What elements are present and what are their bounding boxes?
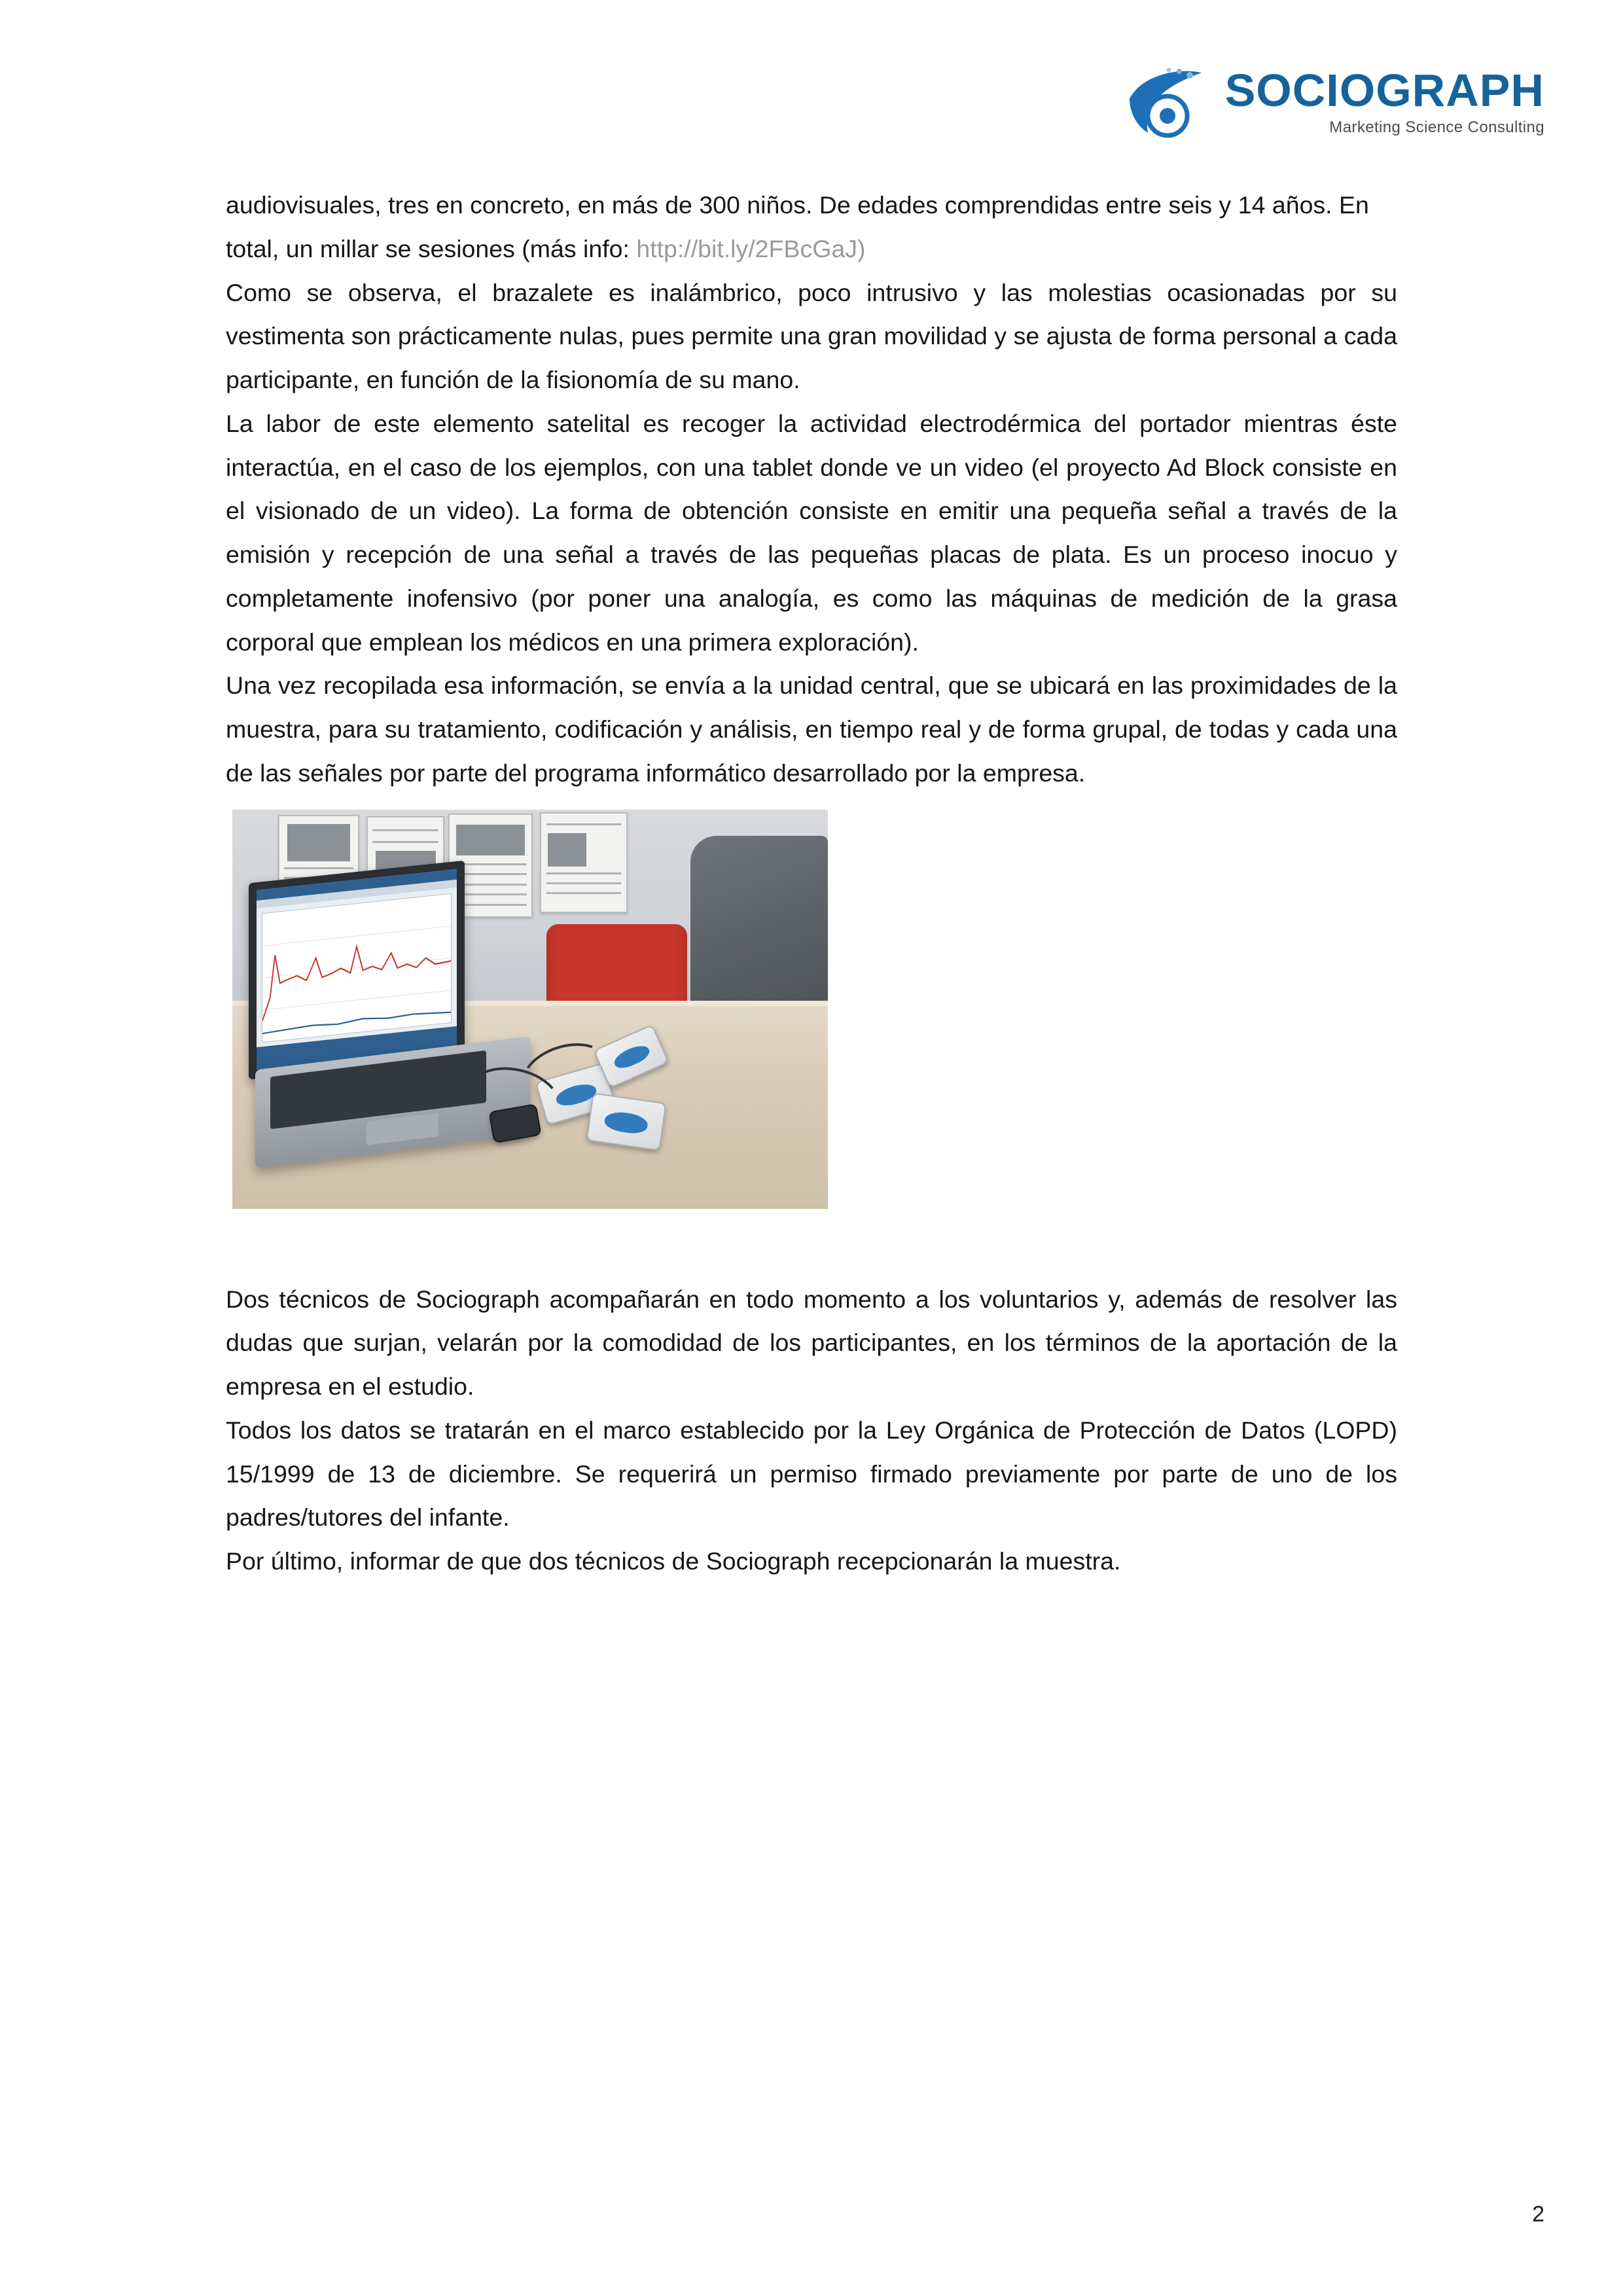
logo-wordmark: SOCIOGRAPH [1224, 65, 1544, 116]
figure-poster-4 [540, 812, 628, 913]
page-number: 2 [1532, 2202, 1544, 2227]
paragraph-3: La labor de este elemento satelital es recoger la actividad electrodérmica del portador mientras éste interactúa, en el caso de los ejemplos, con una tablet donde ve un video (el proyecto Ad Block consiste en el visionado de un video). La forma de obtención consiste en emitir una pequeña señal a través de la emisión y recepción de una señal a través de las pequeñas placas de plata. Es un proceso inocuo y completamente inofensivo (por poner una analogía, es como las máquinas de medición de la grasa corporal que emplean los médicos en una primera exploración). [226, 409, 1397, 656]
sociograph-logo [1122, 56, 1544, 147]
figure-laptop-sensors [232, 810, 828, 1209]
paragraph-5: Dos técnicos de Sociograph acompañarán en todo momento a los voluntarios y, además de resolver las dudas que surjan, velarán por la comodidad de los participantes, en los términos de la aportación de la empresa en el estudio. [226, 1285, 1397, 1400]
external-link[interactable]: http://bit.ly/2FBcGaJ) [636, 234, 866, 262]
logo-text [1225, 67, 1544, 135]
paragraph-2: Como se observa, el brazalete es inalámbrico, poco intrusivo y las molestias ocasionadas por su vestimenta son prácticamente nulas, pues permite una gran movilidad y se ajusta de forma personal a cada participante, en función de la fisionomía de su mano. [226, 278, 1397, 393]
figure-laptop-screen [249, 860, 465, 1079]
paragraph-6: Todos los datos se tratarán en el marco establecido por la Ley Orgánica de Protección de Datos (LOPD) 15/1999 de 13 de diciembre. Se requerirá un permiso firmado previamente por parte de uno de los padres/tutores del infante. [226, 1416, 1397, 1532]
logo-tagline: Marketing Science Consulting [1329, 118, 1544, 136]
figure-spacer [226, 1209, 1397, 1278]
paragraph-1-text: audiovisuales, tres en concreto, en más de 300 niños. De edades comprendidas entre seis y 14 años. En total, un millar se sesiones (más info: [226, 191, 1369, 262]
figure-signal-plot [262, 893, 452, 1042]
figure-sensor-device-3 [586, 1092, 666, 1151]
figure-laptop-display [257, 869, 457, 1069]
sociograph-logo-icon [1122, 56, 1213, 147]
paragraph-7: Por último, informar de que dos técnicos de Sociograph recepcionarán la muestra. [226, 1547, 1121, 1575]
document-header [1113, 46, 1544, 157]
document-body [226, 183, 1397, 1583]
paragraph-1 [226, 183, 1397, 271]
paragraph-4: Una vez recopilada esa información, se envía a la unidad central, que se ubicará en las proximidades de la muestra, para su tratamiento, codificación y análisis, en tiempo real y de forma grupal, de todas y cada una de las señales por parte del programa informático desarrollado por la empresa. [226, 672, 1397, 787]
